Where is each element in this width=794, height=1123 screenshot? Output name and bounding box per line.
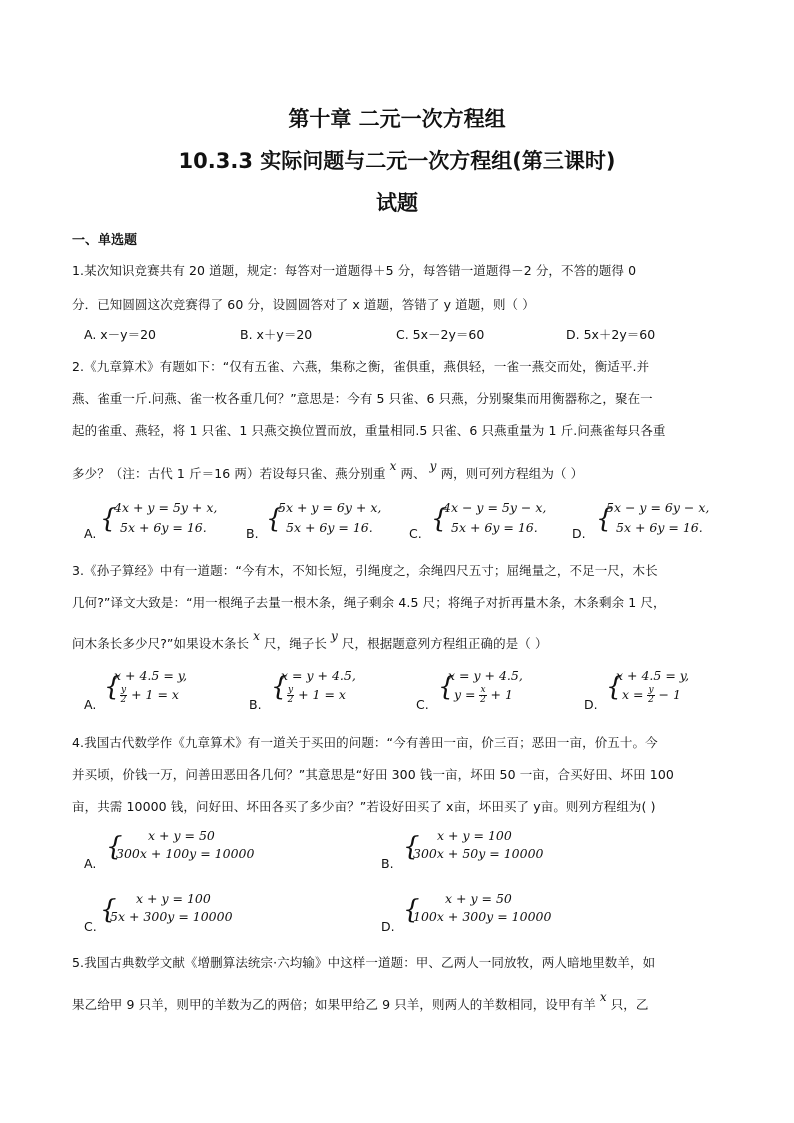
q5-line2 (72, 990, 722, 1013)
q2-option-b-label: B. (246, 526, 259, 541)
q1-line1: 1.某次知识竞赛共有 20 道题，规定：每答对一道题得＋5 分，每答错一道题得－2 分，不答的题得 0 (72, 263, 637, 278)
q4-b-eq2: 300x + 50y = 10000 (413, 846, 544, 861)
q4-option-c-system (100, 891, 270, 931)
subtitle: 试题 (376, 191, 418, 215)
q4-line3: 亩，共需 10000 钱，问好田、坏田各买了多少亩？”若设好田买了 x亩，坏田买了 y亩。则列方程组为( ) (72, 799, 656, 814)
q4-option-b-system (403, 828, 573, 868)
q5-line2a: 果乙给甲 9 只羊，则甲的羊数为乙的两倍；如果甲给乙 9 只羊，则两人的羊数相同，设甲有羊 (72, 997, 596, 1012)
q4-option-d-label: D. (381, 919, 395, 934)
q2-line3: 起的雀重、燕轻，将 1 只雀、1 只燕交换位置而放，重量相同.5 只雀、6 只燕重量为 1 斤.问燕雀每只各重 (72, 423, 666, 438)
q3-var-x: x (253, 629, 260, 643)
q3-c-eq1: x = y + 4.5, (448, 668, 523, 683)
brace-icon: { (606, 672, 623, 702)
q2-c-eq2: 5x + 6y = 16. (451, 520, 538, 535)
brace-icon: { (271, 672, 288, 702)
q3-line3a: 问木条长多少尺?”如果设木条长 (72, 636, 250, 651)
q4-line2: 并买顷，价钱一万，问善田恶田各几何？”其意思是“好田 300 钱一亩，坏田 50 一亩，合买好田、坏田 100 (72, 767, 674, 782)
q2-a-eq2: 5x + 6y = 16. (120, 520, 207, 535)
q4-c-eq2: 5x + 300y = 10000 (110, 909, 233, 924)
brace-icon: { (266, 504, 283, 534)
q3-line2: 几何?”译文大致是：“用一根绳子去量一根木条，绳子剩余 4.5 尺；将绳子对折再量木条，木条剩余 1 尺， (72, 595, 666, 610)
q4-line1: 4.我国古代数学作《九章算术》有一道关于买田的问题：“今有善田一亩，价三百；恶田一亩，价五十。今 (72, 735, 658, 750)
q4-option-a-system (106, 828, 276, 868)
q4-c-eq1: x + y = 100 (136, 891, 211, 906)
q3-option-c-system (438, 668, 548, 708)
q2-line1: 2.《九章算术》有题如下：“仅有五雀、六燕，集称之衡，雀俱重，燕俱轻，一雀一燕交而处，衡适平.并 (72, 359, 650, 374)
brace-icon: { (431, 504, 448, 534)
q3-line3c: 尺，根据题意列方程组正确的是（ ） (341, 636, 548, 651)
q2-line4 (72, 459, 722, 482)
brace-icon: { (403, 832, 420, 862)
q1-option-d: D. 5x＋2y＝60 (566, 327, 656, 342)
brace-icon: { (596, 504, 613, 534)
q2-option-d-system (596, 500, 726, 540)
q2-a-eq1: 4x + y = 5y + x, (114, 500, 218, 515)
q2-line4a: 多少？（注：古代 1 斤＝16 两）若设每只雀、燕分别重 (72, 466, 386, 481)
brace-icon: { (106, 832, 123, 862)
q2-option-c-label: C. (409, 526, 422, 541)
brace-icon: { (438, 672, 455, 702)
q1-option-c: C. 5x－2y＝60 (396, 327, 485, 342)
q3-option-c-label: C. (416, 697, 429, 712)
brace-icon: { (100, 504, 117, 534)
q4-a-eq2: 300x + 100y = 10000 (116, 846, 255, 861)
q3-option-a-label: A. (84, 697, 97, 712)
q1-line2: 分．已知圆圆这次竞赛得了 60 分，设圆圆答对了 x 道题，答错了 y 道题，则（ ） (72, 297, 535, 312)
q3-b-eq1: x = y + 4.5, (281, 668, 356, 683)
q1-option-b: B. x＋y＝20 (240, 327, 313, 342)
q3-option-d-label: D. (584, 697, 598, 712)
q5-line2b: 只，乙 (610, 997, 649, 1012)
chapter-title: 第十章 二元一次方程组 (288, 107, 506, 131)
q2-b-eq1: 5x + y = 6y + x, (278, 500, 382, 515)
q4-option-a-label: A. (84, 856, 97, 871)
q3-c-eq2: y = $\frac{x}{2}$ + 1 (454, 685, 513, 705)
q2-option-a-label: A. (84, 526, 97, 541)
q3-d-eq1: x + 4.5 = y, (616, 668, 690, 683)
q3-a-eq2: $\frac{y}{2}$ + 1 = x (120, 685, 179, 705)
q2-option-a-system (100, 500, 230, 540)
q3-option-b-system (271, 668, 381, 708)
q2-line4b: 两、 (400, 466, 426, 481)
q2-option-b-system (266, 500, 396, 540)
brace-icon: { (104, 672, 121, 702)
q2-line2: 燕、雀重一斤.问燕、雀一枚各重几何？”意思是：今有 5 只雀、6 只燕，分别聚集而用衡器称之，聚在一 (72, 391, 653, 406)
brace-icon: { (403, 895, 420, 925)
q4-a-eq1: x + y = 50 (148, 828, 215, 843)
q5-var-x: x (599, 990, 607, 1004)
q4-option-b-label: B. (381, 856, 394, 871)
q3-option-b-label: B. (249, 697, 262, 712)
q5-line1: 5.我国古典数学文献《增删算法统宗·六均输》中这样一道题：甲、乙两人一同放牧，两人暗地里数羊，如 (72, 955, 656, 970)
q2-d-eq2: 5x + 6y = 16. (616, 520, 703, 535)
q4-option-d-system (403, 891, 573, 931)
q3-option-d-system (606, 668, 716, 708)
lesson-title: 10.3.3 实际问题与二元一次方程组(第三课时) (178, 149, 616, 173)
q2-option-c-system (431, 500, 561, 540)
q2-line4c: 两，则可列方程组为（ ） (440, 466, 584, 481)
q3-b-eq2: $\frac{y}{2}$ + 1 = x (287, 685, 346, 705)
q2-b-eq2: 5x + 6y = 16. (286, 520, 373, 535)
q2-option-d-label: D. (572, 526, 586, 541)
brace-icon: { (100, 895, 117, 925)
q3-line3b: 尺，绳子长 (264, 636, 328, 651)
q4-d-eq1: x + y = 50 (445, 891, 512, 906)
q4-d-eq2: 100x + 300y = 10000 (413, 909, 552, 924)
q3-a-eq1: x + 4.5 = y, (114, 668, 188, 683)
q4-b-eq1: x + y = 100 (437, 828, 512, 843)
q3-var-y: y (331, 629, 338, 643)
q3-line3 (72, 629, 722, 652)
q3-line1: 3.《孙子算经》中有一道题：“今有木，不知长短，引绳度之，余绳四尺五寸；屈绳量之，不足一尺，木长 (72, 563, 658, 578)
q4-option-c-label: C. (84, 919, 97, 934)
q2-var-x: x (389, 459, 397, 473)
section-heading: 一、单选题 (72, 233, 138, 248)
q2-var-y: y (429, 459, 437, 473)
q3-option-a-system (104, 668, 214, 708)
q3-d-eq2: x = $\frac{y}{2}$ − 1 (622, 685, 681, 705)
q2-d-eq1: 5x − y = 6y − x, (606, 500, 710, 515)
q2-c-eq1: 4x − y = 5y − x, (443, 500, 547, 515)
q1-option-a: A. x－y＝20 (84, 327, 156, 342)
